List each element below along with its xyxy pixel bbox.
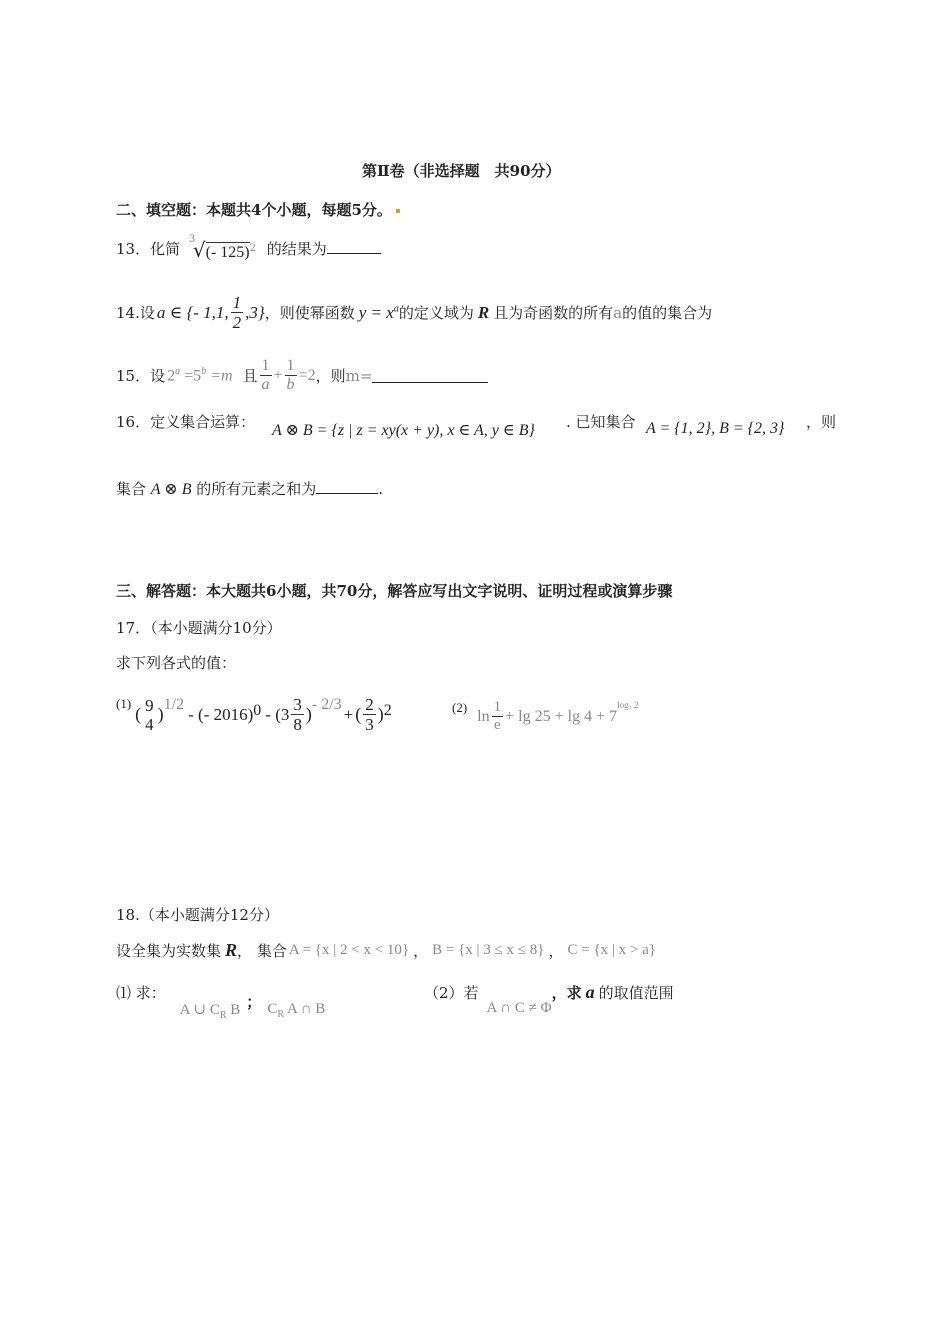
q16-text2: . 已知集合 [566, 413, 636, 431]
q15-answer-blank[interactable] [372, 368, 488, 383]
q13-radical [188, 234, 256, 262]
q17-p1-f3n: 2 [365, 695, 374, 714]
section3-heading: 三、解答题：本大题共6小题，共70分，解答应写出文字说明、证明过程或演算步骤 [116, 582, 673, 600]
q14-text5: 的值的集合为 [622, 304, 713, 322]
q18-comma2: ， [548, 942, 564, 960]
q15-eq [167, 366, 232, 385]
q13-radicand: (- 125) [205, 244, 250, 261]
q18-p2-label: （2）若 [424, 984, 479, 1002]
q18-p1-e2b: A ∩ B [286, 1001, 326, 1017]
q14-a: a [613, 303, 623, 322]
q17-p2-fn: 1 [493, 699, 502, 715]
q15-frac2 [285, 358, 297, 393]
q14-text1: 设 [139, 304, 155, 322]
q16-answer-blank[interactable] [316, 479, 378, 494]
q14-R: R [477, 302, 490, 322]
q13-text2: 的结果为 [266, 240, 327, 258]
q18-p2-text: ，求 [551, 984, 582, 1002]
q17-p1-open3: ( [355, 704, 362, 724]
q18-p2-cond: A ∩ C ≠ Φ [486, 1000, 552, 1016]
q18-line1 [116, 940, 656, 961]
q15-eq3: =m [210, 367, 233, 385]
q18-p1-sub1: R [219, 1010, 227, 1021]
q17-p1-mid2: - (3 [265, 704, 290, 724]
question-16 [116, 411, 255, 432]
q13-answer-blank[interactable] [327, 239, 381, 254]
q17-p1-frac1 [143, 697, 156, 733]
q13-root-index: 3 [188, 234, 196, 245]
q16-line2 [116, 478, 383, 499]
q15-f1-num: 1 [261, 357, 270, 374]
q17-p2-rest: + lg 25 + lg 4 + 7 [505, 707, 618, 725]
q17-p2-ln: ln [477, 707, 490, 725]
q18-head: 18.（本小题满分12分） [116, 906, 279, 924]
q14-fraction [231, 294, 244, 331]
q17-p1-frac3 [363, 696, 376, 733]
q14-func-base: y = x [358, 302, 394, 322]
q18-setC: C = {x | x > a} [567, 942, 656, 958]
q18-part1 [116, 982, 325, 1021]
q17-p1-exp4: 2 [383, 702, 392, 719]
q17-p1-mid: - (- 2016) [188, 704, 254, 724]
section2-heading [116, 199, 400, 220]
q16-op: A ⊗ B [150, 481, 192, 498]
q17-p1-f2d: 8 [293, 715, 302, 734]
q15-exp-a: a [175, 365, 181, 377]
q18-p1-e1a: A ∪ C [179, 1002, 220, 1018]
q13-text1: 化简 [150, 240, 181, 258]
q15-base2: 2 [167, 367, 176, 385]
q14-set-end: ,3} [245, 302, 265, 322]
q18-R: R [225, 940, 238, 960]
q17-p1-f1n: 9 [145, 695, 154, 715]
q15-f2-num: 1 [286, 357, 295, 374]
q18-p2-a: a [585, 982, 595, 1002]
q13-num: 13． [116, 240, 151, 258]
q17-p1-plus: + [343, 704, 354, 724]
q16-text1: 定义集合运算： [150, 413, 256, 431]
q15-eq4: =2 [298, 366, 316, 384]
q17-p1-exp2: 0 [253, 702, 262, 719]
q17-p1-exp1: 1/2 [163, 696, 185, 713]
q17-p1-label: (1) [116, 696, 132, 711]
q17-p2-fd: e [494, 717, 501, 733]
q14-text2: ，则使幂函数 [264, 304, 355, 322]
question-15 [116, 358, 488, 393]
q15-eq2: =5 [184, 367, 202, 385]
q18-line1-text2: ， 集合 [237, 942, 287, 960]
q14-func [359, 303, 399, 323]
q18-p1-semicolon: ； [246, 993, 262, 1011]
q17-p1-close2: ) [305, 704, 312, 724]
q15-eq5: = [359, 366, 373, 385]
q18-p1-e2a: C [267, 1001, 278, 1017]
q14-frac-num: 1 [232, 293, 242, 312]
q15-f2-den: b [286, 376, 295, 393]
q15-plus: + [273, 366, 283, 384]
q14-frac-den: 2 [232, 313, 242, 332]
q18-setB: B = {x | 3 ≤ x ≤ 8} [432, 942, 545, 958]
q14-func-exp: a [393, 302, 399, 314]
section2-heading-text: 二、填空题：本题共4个小题，每题5分。 [116, 201, 392, 219]
q15-f1-den: a [261, 376, 270, 393]
q16-text3: ，则 [806, 413, 837, 431]
q15-text3: ，则 [315, 367, 346, 385]
q15-frac1 [260, 358, 272, 393]
q15-m: m [345, 366, 360, 385]
q18-p1-label: ⑴ 求： [116, 984, 166, 1002]
q18-comma1: ， [413, 942, 429, 960]
q18-p1-expr2 [267, 1001, 325, 1020]
q18-line1-text: 设全集为实数集 [116, 942, 222, 960]
page-title: 第Ⅱ卷（非选择题 共90分） [362, 162, 561, 180]
sqrt-symbol-icon: √ [192, 238, 206, 262]
q14-text3: 的定义域为 [398, 304, 474, 322]
q17-p2-label: (2) [452, 700, 468, 715]
q16-line2-text2: 的所有元素之和为 [196, 480, 317, 498]
q15-text2: 且 [242, 367, 258, 385]
q16-end: . [378, 480, 384, 498]
q14-set: a ∈ {- 1,1, [156, 302, 229, 322]
q13-exponent: 2 [249, 243, 256, 254]
q17-head: 17．（本小题满分10分） [116, 619, 282, 637]
q17-p1-close: ) [157, 704, 164, 724]
q15-text1: 设 [150, 367, 166, 385]
q17-p1-f3d: 3 [365, 715, 374, 734]
question-13 [116, 234, 381, 262]
q17-p1-f1d: 4 [145, 714, 154, 734]
q18-p1-expr1 [180, 1000, 241, 1021]
q17-p1-exp3: - 2/3 [311, 696, 342, 713]
q18-p1-sub2: R [277, 1009, 284, 1020]
q17-part2 [452, 700, 638, 733]
q14-text4: 且为奇函数的所有 [493, 304, 614, 322]
q15-exp-b: b [201, 365, 207, 377]
q17-part1 [116, 696, 392, 733]
q18-part2 [424, 982, 674, 1017]
q15-num: 15． [116, 367, 151, 385]
q18-p1-e1b: B [230, 1002, 241, 1018]
q16-num: 16． [116, 413, 151, 431]
q17-p1-open: ( [135, 704, 142, 724]
q17-p2-frac [492, 700, 504, 733]
q17-p1-frac2 [291, 696, 304, 733]
q17-p1-f2n: 3 [293, 695, 302, 714]
q14-num: 14. [116, 303, 140, 322]
q17-p2-exp: log₇ 2 [617, 700, 639, 710]
q16-line2-text1: 集合 [116, 480, 147, 498]
marker-dot [396, 209, 400, 213]
question-14 [116, 294, 712, 331]
q16-definition: A ⊗ B = {z | z = xy(x + y), x ∈ A, y ∈ B} [272, 422, 535, 439]
q18-p2-text2: 的取值范围 [598, 984, 674, 1002]
q17-prompt: 求下列各式的值： [116, 654, 237, 672]
q18-setA: A = {x | 2 < x < 10} [288, 942, 410, 958]
q16-sets: A = {1, 2}, B = {2, 3} [646, 420, 785, 437]
q17-p1-close3: ) [377, 704, 384, 724]
